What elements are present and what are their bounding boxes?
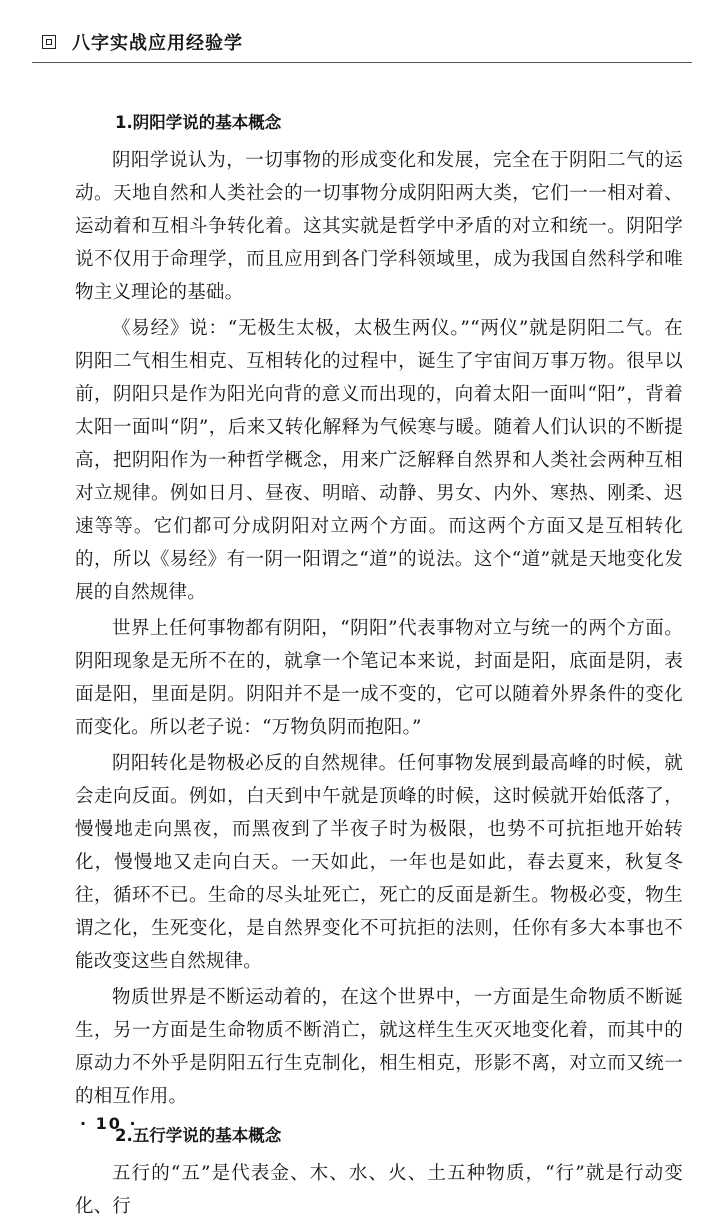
paragraph: 五行的“五”是代表金、木、水、火、土五种物质，“行”就是行动变化、行	[75, 1163, 683, 1217]
section-heading-wuxing: 2.五行学说的基本概念	[115, 1126, 282, 1145]
paragraph: 阴阳学说认为，一切事物的形成变化和发展，完全在于阴阳二气的运动。天地自然和人类社会的一切事物分成阴阳两大类，它们一一相对着、运动着和互相斗争转化着。这其实就是哲学中矛盾的对立和统一。阴阳学说不仅用于命理学，而且应用到各门学科领域里，成为我国自然科学和唯物主义理论的基础。	[75, 150, 683, 303]
paragraph: 物质世界是不断运动着的，在这个世界中，一方面是生命物质不断诞生，另一方面是生命物质不断消亡，就这样生生灭灭地变化着，而其中的原动力不外乎是阴阳五行生克制化，相生相克，形影不离，对立而又统一的相互作用。	[75, 987, 683, 1107]
page-body	[75, 108, 683, 1223]
page-number: · 10 ·	[80, 1114, 138, 1133]
book-box-icon	[42, 35, 56, 49]
book-title: 八字实战应用经验学	[72, 33, 243, 54]
running-header	[42, 30, 243, 54]
section-heading-yinyang: 1.阴阳学说的基本概念	[115, 113, 282, 132]
paragraph: 世界上任何事物都有阴阳，“阴阳”代表事物对立与统一的两个方面。阴阳现象是无所不在的，就拿一个笔记本来说，封面是阳，底面是阴，表面是阳，里面是阴。阴阳并不是一成不变的，它可以随着外界条件的变化而变化。所以老子说：“万物负阴而抱阳。”	[75, 618, 683, 738]
paragraph: 阴阳转化是物极必反的自然规律。任何事物发展到最高峰的时候，就会走向反面。例如，白天到中午就是顶峰的时候，这时候就开始低落了，慢慢地走向黑夜，而黑夜到了半夜子时为极限，也势不可抗拒地开始转化，慢慢地又走向白天。一天如此，一年也是如此，春去夏来，秋复冬往，循环不已。生命的尽头址死亡，死亡的反面是新生。物极必变，物生谓之化，生死变化，是自然界变化不可抗拒的法则，任你有多大本事也不能改变这些自然规律。	[75, 753, 683, 972]
paragraph: 《易经》说：“无极生太极，太极生两仪。”“两仪”就是阴阳二气。在阴阳二气相生相克、互相转化的过程中，诞生了宇宙间万事万物。很早以前，阴阳只是作为阳光向背的意义而出现的，向着太阳一面叫“阳”，背着太阳一面叫“阴”，后来又转化解释为气候寒与暖。随着人们认识的不断提高，把阴阳作为一种哲学概念，用来广泛解释自然界和人类社会两种互相对立规律。例如日月、昼夜、明暗、动静、男女、内外、寒热、刚柔、迟速等等。它们都可分成阴阳对立两个方面。而这两个方面又是互相转化的，所以《易经》有一阴一阳谓之“道”的说法。这个“道”就是天地变化发展的自然规律。	[75, 318, 683, 603]
header-divider	[32, 62, 692, 63]
